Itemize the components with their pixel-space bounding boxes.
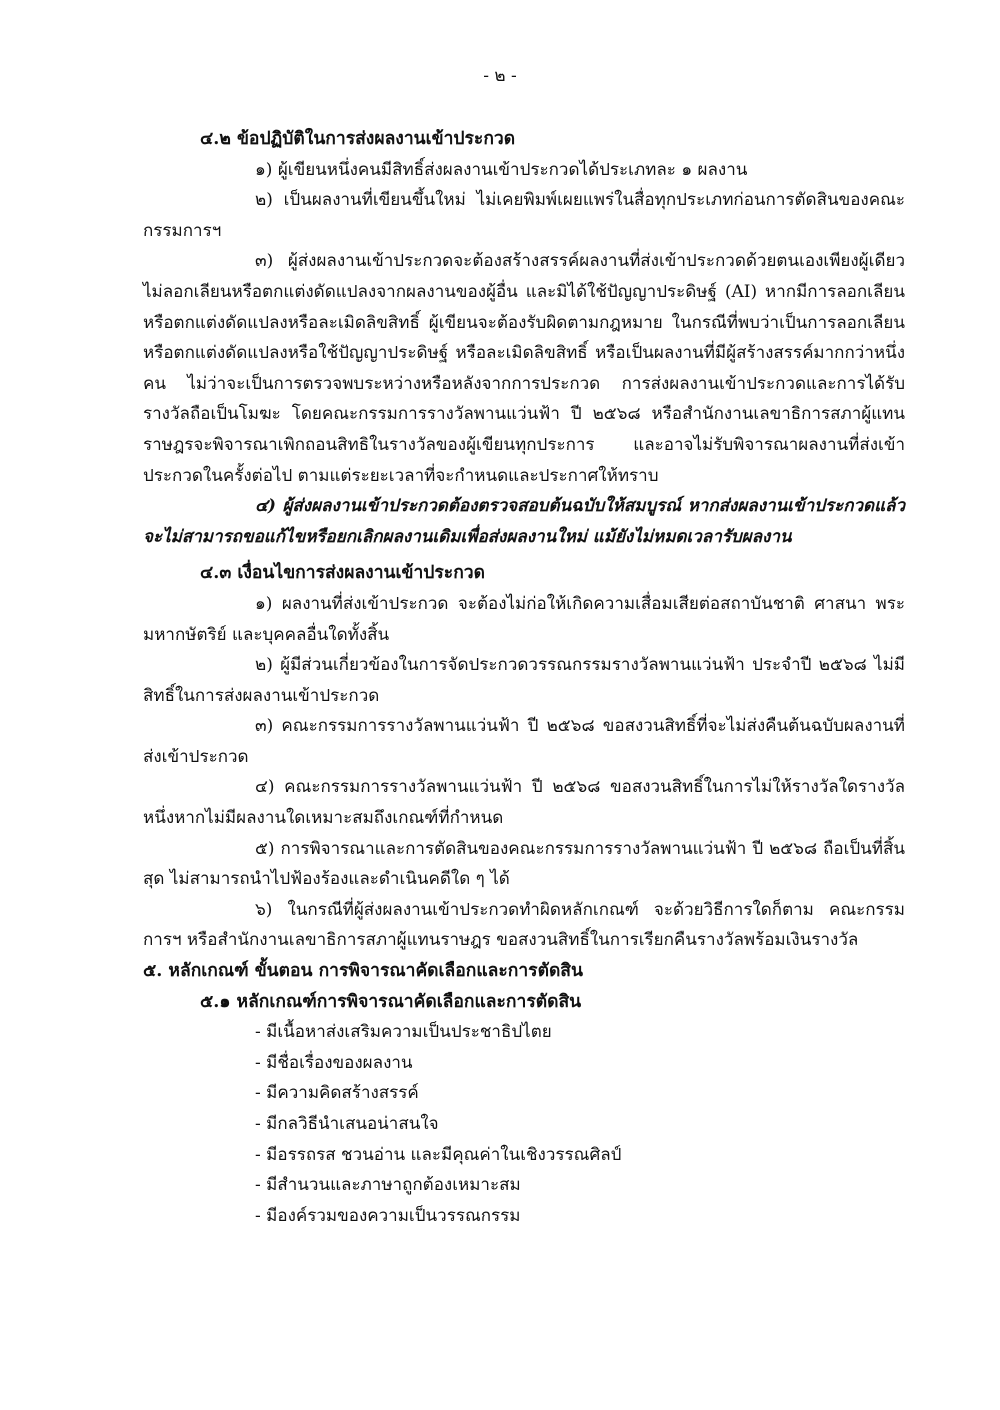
document-body (143, 124, 905, 1231)
section-4-3-item-1: ๑) ผลงานที่ส่งเข้าประกวด จะต้องไม่ก่อให้เกิดความเสื่อมเสียต่อสถาบันชาติ ศาสนา พระมหากษัตริย์ และบุคคลอื่นใดทั้งสิ้น (143, 593, 905, 645)
criteria-item: - มีสำนวนและภาษาถูกต้องเหมาะสม (255, 1175, 521, 1196)
criteria-item: - มีกลวิธีนำเสนอน่าสนใจ (255, 1114, 439, 1134)
criteria-item: - มีชื่อเรื่องของผลงาน (255, 1052, 413, 1073)
section-4-2-item-3: ๓) ผู้ส่งผลงานเข้าประกวดจะต้องสร้างสรรค์ผลงานที่ส่งเข้าประกวดด้วยตนเองเพียงผู้เดียว ไม่ลอกเลียนหรือตกแต่งดัดแปลงจากผลงานของผู้อื่น และมิได้ใช้ปัญญาประดิษฐ์ (AI) หากมีการลอกเลียนหรือตกแต่งดัดแปลงหรือละเมิดลิขสิทธิ์ ผู้เขียนจะต้องรับผิดตามกฎหมาย ในกรณีที่พบว่าเป็นการลอกเลียนหรือตกแต่งดัดแปลงหรือใช้ปัญญาประดิษฐ์ หรือละเมิดลิขสิทธิ์ หรือเป็นผลงานที่มีผู้สร้างสรรค์มากกว่าหนึ่งคน ไม่ว่าจะเป็นการตรวจพบระหว่างหรือหลังจากการประกวด การส่งผลงานเข้าประกวดและการได้รับรางวัลถือเป็นโมฆะ โดยคณะกรรมการรางวัลพานแว่นฟ้า ปี ๒๕๖๘ หรือสำนักงานเลขาธิการสภาผู้แทนราษฎรจะพิจารณาเพิกถอนสิทธิในรางวัลของผู้เขียนทุกประการ และอาจไม่รับพิจารณาผลงานที่ส่งเข้าประกวดในครั้งต่อไป ตามแต่ระยะเวลาที่จะกำหนดและประกาศให้ทราบ (143, 251, 905, 486)
criteria-item: - มีองค์รวมของความเป็นวรรณกรรม (255, 1205, 521, 1226)
section-4-3-item-4: ๔) คณะกรรมการรางวัลพานแว่นฟ้า ปี ๒๕๖๘ ขอสงวนสิทธิ์ในการไม่ให้รางวัลใดรางวัลหนึ่งหากไม่มีผลงานใดเหมาะสมถึงเกณฑ์ที่กำหนด (143, 777, 905, 829)
criteria-item: - มีเนื้อหาส่งเสริมความเป็นประชาธิปไตย (255, 1022, 552, 1043)
section-4-2-heading: ๔.๒ ข้อปฏิบัติในการส่งผลงานเข้าประกวด (200, 129, 516, 149)
section-4-3-item-3: ๓) คณะกรรมการรางวัลพานแว่นฟ้า ปี ๒๕๖๘ ขอสงวนสิทธิ์ที่จะไม่ส่งคืนต้นฉบับผลงานที่ส่งเข้าประกวด (143, 716, 905, 767)
criteria-item: - มีความคิดสร้างสรรค์ (255, 1083, 419, 1104)
section-4-2-item-1: ๑) ผู้เขียนหนึ่งคนมีสิทธิ์ส่งผลงานเข้าประกวดได้ประเภทละ ๑ ผลงาน (255, 159, 748, 180)
section-4-3-item-5: ๕) การพิจารณาและการตัดสินของคณะกรรมการรางวัลพานแว่นฟ้า ปี ๒๕๖๘ ถือเป็นที่สิ้นสุด ไม่สามารถนำไปฟ้องร้องและดำเนินคดีใด ๆ ได้ (143, 838, 905, 890)
section-5-heading: ๕. หลักเกณฑ์ ขั้นตอน การพิจารณาคัดเลือกและการตัดสิน (143, 961, 583, 982)
section-4-2-item-2: ๒) เป็นผลงานที่เขียนขึ้นใหม่ ไม่เคยพิมพ์เผยแพร่ในสื่อทุกประเภทก่อนการตัดสินของคณะกรรมการฯ (143, 190, 905, 241)
section-4-3-item-6: ๖) ในกรณีที่ผู้ส่งผลงานเข้าประกวดทำผิดหลักเกณฑ์ จะด้วยวิธีการใดก็ตาม คณะกรรมการฯ หรือสำนักงานเลขาธิการสภาผู้แทนราษฎร ขอสงวนสิทธิ์ในการเรียกคืนรางวัลพร้อมเงินรางวัล (143, 899, 905, 951)
criteria-list (143, 1017, 905, 1231)
section-5-1-heading: ๕.๑ หลักเกณฑ์การพิจารณาคัดเลือกและการตัดสิน (200, 991, 582, 1012)
section-4-2-item-4: ๔) ผู้ส่งผลงานเข้าประกวดต้องตรวจสอบต้นฉบับให้สมบูรณ์ หากส่งผลงานเข้าประกวดแล้วจะไม่สามารถขอแก้ไขหรือยกเลิกผลงานเดิมเพื่อส่งผลงานใหม่ แม้ยังไม่หมดเวลารับผลงาน (143, 496, 905, 547)
criteria-item: - มีอรรถรส ชวนอ่าน และมีคุณค่าในเชิงวรรณศิลป์ (255, 1144, 622, 1165)
section-4-3-heading: ๔.๓ เงื่อนไขการส่งผลงานเข้าประกวด (200, 563, 485, 584)
page-number: - ๒ - (483, 66, 517, 86)
section-4-3-item-2: ๒) ผู้มีส่วนเกี่ยวข้องในการจัดประกวดวรรณกรรมรางวัลพานแว่นฟ้า ประจำปี ๒๕๖๘ ไม่มีสิทธิ์ในการส่งผลงานเข้าประกวด (143, 655, 905, 706)
